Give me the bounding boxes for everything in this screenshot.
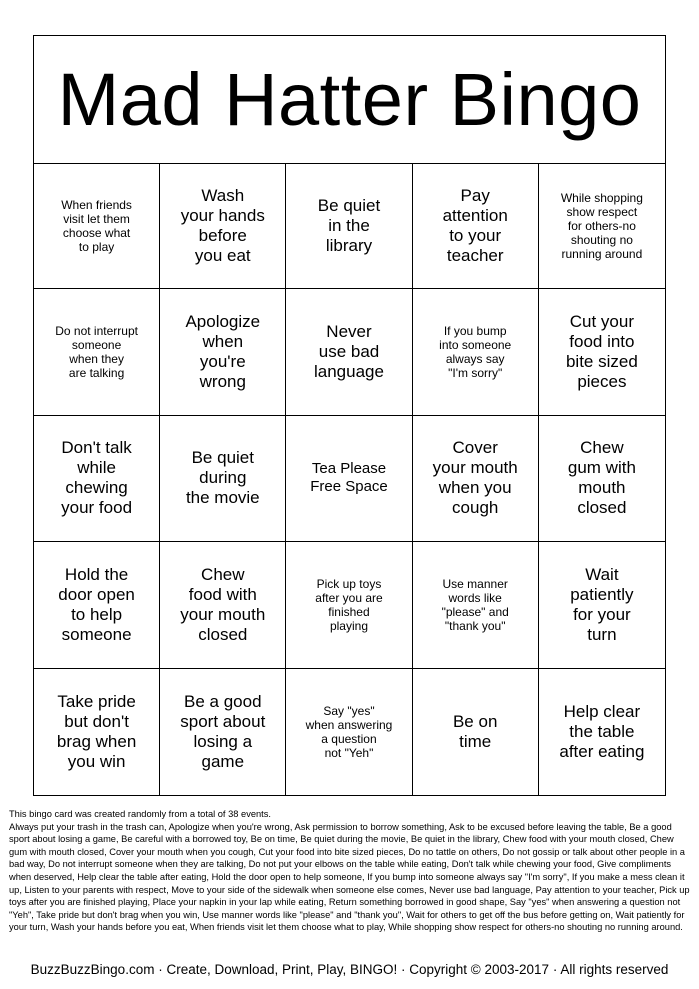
bingo-cell-text: Be quiet during the movie [185,448,260,508]
bingo-cell-text: Chew gum with mouth closed [567,438,636,518]
site-credit: BuzzBuzzBingo.com · Create, Download, Print, Play, BINGO! · Copyright © 2003-2017 · All rights reserved [30,962,669,977]
bingo-cell-text: If you bump into someone always say "I'm sorry" [439,324,512,381]
bingo-cell [413,289,539,415]
bingo-cell-text: Help clear the table after eating [559,701,645,761]
event-list-intro: This bingo card was created randomly from a total of 38 events. [9,809,271,819]
bingo-cell [34,289,160,415]
bingo-cell [539,542,665,668]
bingo-cell [160,289,286,415]
bingo-cell-text: Wait patiently for your turn [570,564,634,644]
event-list-text: Always put your trash in the trash can, Apologize when you're wrong, Ask permission to borrow something, Ask to be excused before leaving the table, Be a good sport about losing a game, Be careful with a borrowed toy, Be on time, Be quiet during the movie, Be quiet in the library, Chew food with your mouth closed, Chew gum with mouth closed, Cover your mouth when you cough, Cut your food into bite sized pieces, Do no tattle on others, Do not gossip or talk about other people in a bad way, Do not interrupt someone when they are talking, Do not put your elbows on the table while eating, Don't talk while chewing your food, Give compliments when deserved, Help clear the table after eating, Hold the door open to help someone, If you bump into someone always say "I'm sorry", If you make a mess clean it up, Listen to your parents with respect, Move to your side of the sidewalk when someone else comes, Never use bad language, Pay attention to your teacher, Pick up toys after you are finished playing, Place your napkin in your lap while eating, Return something borrowed in good shape, Say "yes" when answering a question not "Yeh", Take pride but don't brag when you win, Use manner words like "please" and "thank you", Wait for others to get off the bus before getting on, Wait patiently for your turn, Wash your hands before you eat, When friends visit let them choose what to play, While shopping show respect for others-no shouting no running around. [9,821,690,933]
bingo-cell-text: Be quiet in the library [317,195,381,255]
bingo-cell-text: Pay attention to your teacher [442,185,508,265]
bingo-cell-text: Be on time [452,711,498,751]
bingo-cell [34,416,160,542]
bingo-cell [413,163,539,289]
bingo-cell [286,416,412,542]
bingo-cell [286,289,412,415]
bingo-cell [286,163,412,289]
bingo-cell [34,542,160,668]
bingo-cell [539,163,665,289]
bingo-cell-text: Use manner words like "please" and "thank you" [441,576,509,633]
bingo-cell-text: Say "yes" when answering a question not "Yeh" [305,703,393,760]
bingo-cell [539,416,665,542]
bingo-cell-text: Be a good sport about losing a game [180,691,266,771]
bingo-cell-text: Pick up toys after you are finished playing [315,576,383,633]
bingo-cell-text: Cover your mouth when you cough [432,438,518,518]
bingo-cell [413,669,539,795]
bingo-card [33,35,666,796]
bingo-grid [34,163,665,795]
bingo-cell [160,416,286,542]
bingo-cell-text: Never use bad language [314,322,384,382]
bingo-cell [413,416,539,542]
bingo-cell-text: Chew food with your mouth closed [180,564,266,644]
bingo-cell [286,542,412,668]
bingo-cell [34,669,160,795]
bingo-cell-text: Tea Please Free Space [310,460,388,496]
bingo-cell-text: Hold the door open to help someone [58,564,135,644]
bingo-cell [160,542,286,668]
bingo-cell [286,669,412,795]
bingo-cell-text: Cut your food into bite sized pieces [565,312,638,392]
bingo-cell-text: Don't talk while chewing your food [61,438,133,518]
bingo-cell [160,163,286,289]
event-list [9,808,691,934]
bingo-cell [539,289,665,415]
bingo-cell-text: While shopping show respect for others-no shouting no running around [560,190,643,261]
bingo-cell [539,669,665,795]
bingo-cell-text: Wash your hands before you eat [180,185,265,265]
bingo-cell-text: Apologize when you're wrong [185,312,261,392]
bingo-cell-text: Do not interrupt someone when they are talking [55,324,138,381]
bingo-cell [34,163,160,289]
bingo-cell-text: Take pride but don't brag when you win [56,691,137,771]
bingo-cell [160,669,286,795]
card-title: Mad Hatter Bingo [34,36,665,164]
bingo-cell-text: When friends visit let them choose what to play [61,197,132,254]
bingo-cell [413,542,539,668]
